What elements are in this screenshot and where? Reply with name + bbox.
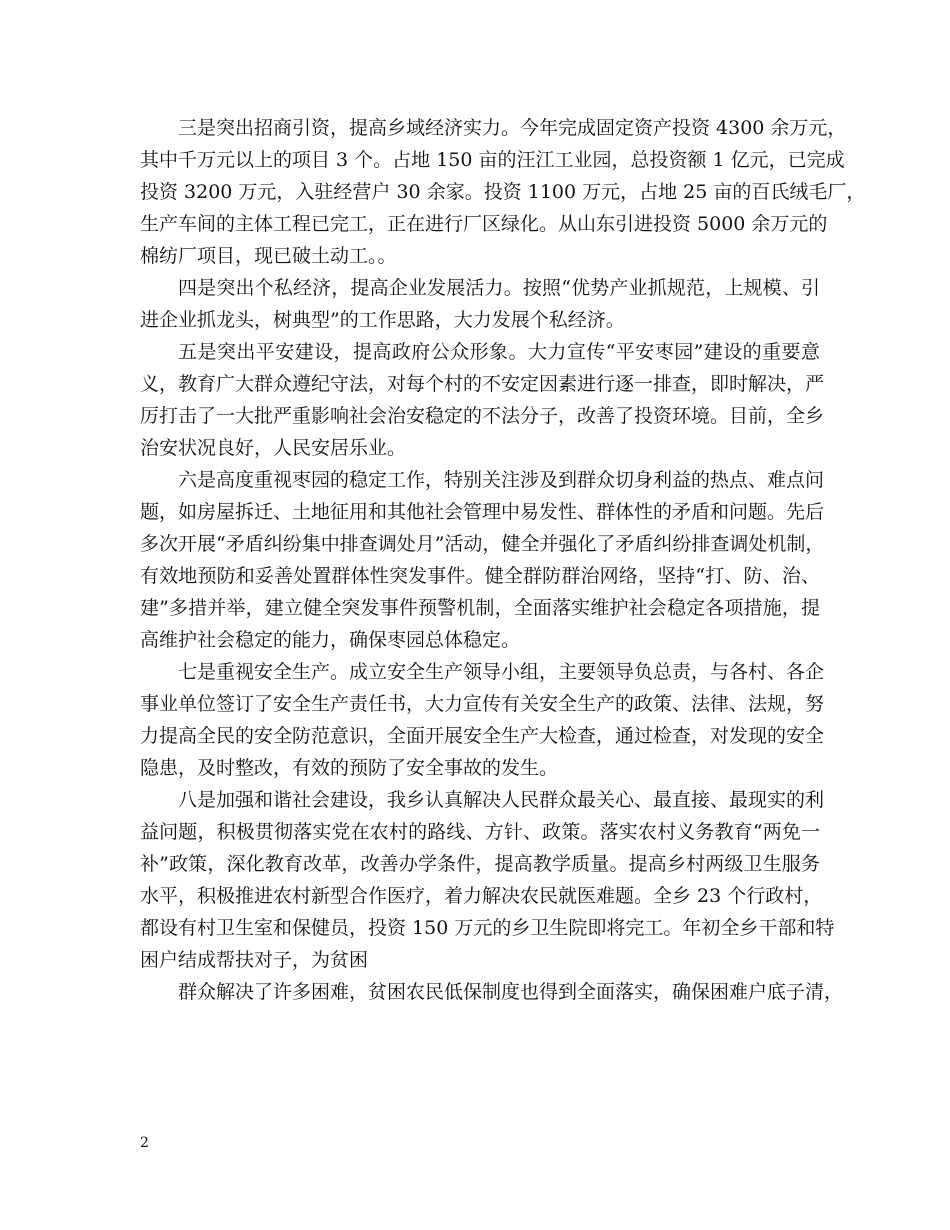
text-line: 都设有村卫生室和保健员，投资 150 万元的乡卫生院即将完工。年初全乡干部和特 (140, 917, 835, 939)
text-line: 多次开展“矛盾纠纷集中排查调处月”活动，健全并强化了矛盾纠纷排查调处机制， (140, 533, 825, 555)
paragraph (140, 656, 825, 784)
text-line: 有效地预防和妥善处置群体性突发事件。健全群防群治网络，坚持“打、防、治、 (140, 565, 820, 587)
paragraph (140, 464, 825, 656)
text-line: 治安状况良好，人民安居乐业。 (140, 437, 407, 459)
text-line: 建”多措并举，建立健全突发事件预警机制，全面落实维护社会稳定各项措施，提 (140, 597, 820, 619)
text-line: 六是高度重视枣园的稳定工作，特别关注涉及到群众切身利益的热点、难点问 (178, 469, 825, 491)
text-line: 题，如房屋拆迁、土地征用和其他社会管理中易发性、群体性的矛盾和问题。先后 (140, 501, 825, 523)
text-line: 七是重视安全生产。成立安全生产领导小组，主要领导负总责，与各村、各企 (178, 661, 825, 683)
text-line: 棉纺厂项目，现已破土动工。。 (140, 245, 397, 267)
text-line: 其中千万元以上的项目 3 个。占地 150 亩的汪江工业园，总投资额 1 亿元，已完成 (140, 149, 845, 171)
text-line: 投资 3200 万元，入驻经营户 30 余家。投资 1100 万元，占地 25 亩的百氏绒毛厂， (140, 181, 866, 203)
text-line: 水平，积极推进农村新型合作医疗，着力解决农民就医难题。全乡 23 个行政村， (140, 885, 823, 907)
text-line: 三是突出招商引资，提高乡域经济实力。今年完成固定资产投资 4300 余万元， (178, 117, 847, 139)
text-line: 补”政策，深化教育改革，改善办学条件，提高教学质量。提高乡村两级卫生服务 (140, 853, 820, 875)
text-line: 四是突出个私经济，提高企业发展活力。按照“优势产业抓规范，上规模、引 (178, 277, 820, 299)
text-line: 义，教育广大群众遵纪守法，对每个村的不安定因素进行逐一排查，即时解决，严 (140, 373, 825, 395)
page-number: 2 (140, 1135, 149, 1151)
text-line: 生产车间的主体工程已完工，正在进行厂区绿化。从山东引进投资 5000 余万元的 (140, 213, 828, 235)
paragraph (140, 112, 866, 272)
text-line: 厉打击了一大批严重影响社会治安稳定的不法分子，改善了投资环境。目前，全乡 (140, 405, 825, 427)
text-line: 五是突出平安建设，提高政府公众形象。大力宣传“平安枣园”建设的重要意 (178, 341, 820, 363)
document-body (140, 112, 866, 1008)
text-line: 力提高全民的安全防范意识，全面开展安全生产大检查，通过检查，对发现的安全 (140, 725, 825, 747)
text-line: 进企业抓龙头，树典型”的工作思路，大力发展个私经济。 (140, 309, 625, 331)
text-line: 事业单位签订了安全生产责任书，大力宣传有关安全生产的政策、法律、法规，努 (140, 693, 825, 715)
paragraph (140, 272, 820, 336)
text-line: 群众解决了许多困难，贫困农民低保制度也得到全面落实，确保困难户底子清， (178, 981, 844, 1003)
paragraph (140, 976, 844, 1008)
text-line: 八是加强和谐社会建设，我乡认真解决人民群众最关心、最直接、最现实的利 (178, 789, 825, 811)
text-line: 困户结成帮扶对子，为贫困 (140, 949, 369, 971)
paragraph (140, 784, 835, 976)
text-line: 益问题，积极贯彻落实党在农村的路线、方针、政策。落实农村义务教育“两免一 (140, 821, 820, 843)
text-line: 高维护社会稳定的能力，确保枣园总体稳定。 (140, 629, 521, 651)
text-line: 隐患，及时整改，有效的预防了安全事故的发生。 (140, 757, 559, 779)
paragraph (140, 336, 825, 464)
